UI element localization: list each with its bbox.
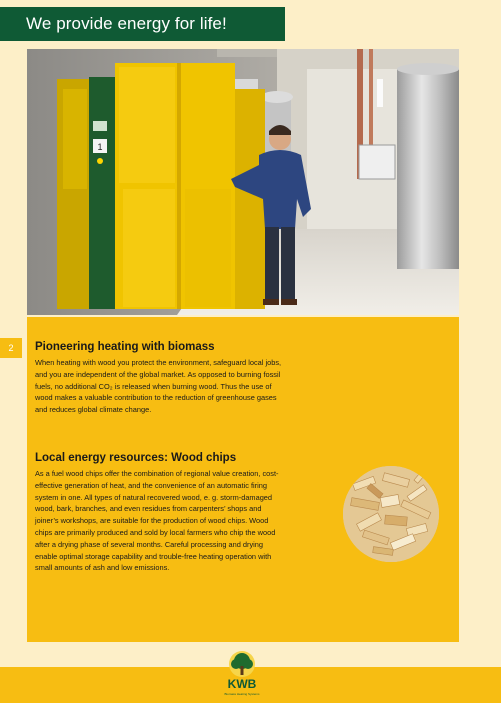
section-title-wood-chips: Local energy resources: Wood chips	[35, 452, 237, 464]
boiler-display-number: 1	[97, 142, 103, 152]
text-line: When heating with wood you protect the environment, safeguard local jobs,	[35, 358, 282, 367]
text-line: small amounts of ash and low emissions.	[35, 563, 170, 573]
text-line: chips are primarily produced and sold by local farmers who chip the wood	[35, 527, 276, 537]
page-number: 2	[0, 338, 22, 358]
text-line: effective generation of heat, and the convenience of an automatic firing	[35, 480, 268, 490]
boiler-room-photo	[27, 49, 459, 315]
text-line: As a fuel wood chips offer the combination of regional value creation, cost-	[35, 469, 279, 478]
logo-wordmark: KWB	[227, 677, 257, 691]
text-line: system in one. All types of natural recovered wood, e. g. storm-damaged	[35, 492, 273, 502]
kwb-logo	[222, 650, 262, 700]
page-title: We provide energy for life!	[26, 14, 227, 33]
text-line: after a drying phase of several months. Careful processing and drying	[35, 539, 264, 549]
logo-tagline: Biomass Heating Systems	[224, 692, 260, 696]
wood-chips-image	[343, 466, 439, 562]
text-line: and you are independent of the global market. As opposed to burning fossil	[35, 369, 281, 379]
text-line: wood, bark, branches, and even residues from carpenters’ shops and	[35, 504, 262, 514]
section-title-biomass: Pioneering heating with biomass	[35, 341, 215, 353]
header-banner	[0, 7, 285, 41]
section-body-wood-chips	[35, 468, 278, 574]
text-line: enable optimal storage capability and trouble-free heating operation with	[35, 551, 272, 561]
text-line: fuels, no additional CO₂ is released when burning wood. Thus the use of	[35, 381, 272, 391]
text-line: wood makes a valuable contribution to the reduction of greenhouse gases	[35, 393, 277, 403]
text-line: joiner’s workshops, are suitable for the production of wood chips. Wood	[35, 516, 269, 526]
section-body-biomass	[35, 357, 281, 416]
tree-icon	[222, 650, 262, 678]
text-line: and reduces global climate change.	[35, 405, 152, 415]
